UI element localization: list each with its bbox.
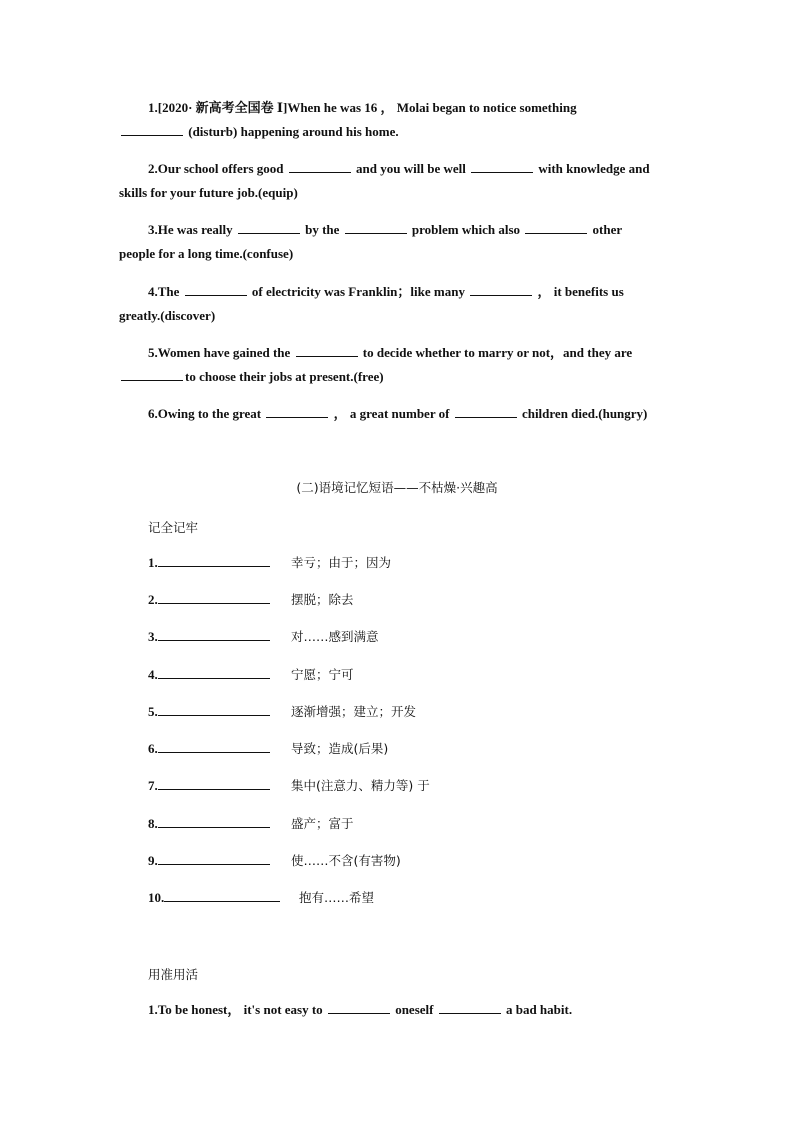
phrase-number: 3. (148, 629, 158, 644)
question-text: 5.Women have gained the (148, 345, 294, 360)
question-text: 2.Our school offers good (148, 161, 287, 176)
question-4 (119, 280, 675, 328)
phrase-number: 9. (148, 853, 158, 868)
answer-blank[interactable] (439, 1001, 501, 1014)
answer-blank[interactable] (158, 627, 270, 641)
answer-blank[interactable] (455, 405, 517, 418)
phrase-meaning: 导致；造成(后果) (291, 741, 389, 756)
answer-blank[interactable] (164, 888, 280, 902)
section-title: (二)语境记忆短语——不枯燥·兴趣高 (296, 480, 498, 495)
question-line (119, 218, 675, 242)
usage-text: 1.To be honest， it's not easy to (148, 1002, 326, 1017)
phrase-item (148, 776, 430, 796)
question-line (119, 365, 675, 389)
phrase-meaning: 对……感到满意 (291, 629, 379, 644)
question-1 (119, 96, 675, 144)
question-line (119, 341, 675, 365)
phrase-number: 10. (148, 890, 165, 905)
phrase-meaning: 集中(注意力、精力等) 于 (291, 778, 430, 793)
question-text: to decide whether to marry or not，and they are (359, 345, 633, 360)
question-text: 6.Owing to the great (148, 406, 265, 421)
usage-text: a bad habit. (502, 1002, 573, 1017)
question-line (119, 157, 675, 181)
phrase-meaning: 逐渐增强；建立；开发 (291, 704, 417, 719)
phrase-item (148, 739, 389, 759)
question-line (119, 304, 675, 328)
answer-blank[interactable] (328, 1001, 390, 1014)
phrase-number: 6. (148, 741, 158, 756)
memorize-heading: 记全记牢 (148, 520, 199, 535)
phrase-item (148, 665, 354, 685)
question-text: of electricity was Franklin；like many (248, 284, 469, 299)
question-text: people for a long time.(confuse) (119, 246, 294, 261)
question-text: and you will be well (352, 161, 470, 176)
answer-blank[interactable] (158, 851, 270, 865)
phrase-item (148, 851, 401, 871)
question-text: children died.(hungry) (518, 406, 648, 421)
answer-blank[interactable] (185, 283, 247, 296)
question-text: (disturb) happening around his home. (185, 124, 399, 139)
answer-blank[interactable] (345, 221, 407, 234)
question-text: 1.[2020· 新高考全国卷 Ⅰ]When he was 16 ， Molai began to notice something (148, 100, 577, 115)
answer-blank[interactable] (238, 221, 300, 234)
question-line (119, 96, 675, 120)
answer-blank[interactable] (471, 160, 533, 173)
answer-blank[interactable] (121, 368, 183, 381)
answer-blank[interactable] (158, 776, 270, 790)
phrase-item (148, 702, 417, 722)
phrase-item (148, 553, 392, 573)
answer-blank[interactable] (121, 123, 183, 136)
answer-blank[interactable] (158, 590, 270, 604)
question-line (119, 181, 675, 205)
question-text: with knowledge and (535, 161, 650, 176)
phrase-item (148, 590, 354, 610)
usage-text: oneself (391, 1002, 437, 1017)
phrase-number: 4. (148, 667, 158, 682)
question-text: to choose their jobs at present.(free) (185, 369, 384, 384)
question-5 (119, 341, 675, 389)
question-6 (119, 402, 675, 426)
question-text: by the (301, 222, 343, 237)
phrase-meaning: 盛产；富于 (291, 816, 354, 831)
usage-line (119, 998, 675, 1022)
question-text: ， it benefits us (534, 284, 624, 299)
question-text: problem which also (408, 222, 524, 237)
phrase-item (148, 888, 375, 908)
phrase-number: 5. (148, 704, 158, 719)
answer-blank[interactable] (289, 160, 351, 173)
phrase-number: 2. (148, 592, 158, 607)
question-text: greatly.(discover) (119, 308, 216, 323)
answer-blank[interactable] (158, 553, 270, 567)
answer-blank[interactable] (470, 283, 532, 296)
phrase-meaning: 宁愿；宁可 (291, 667, 354, 682)
question-3 (119, 218, 675, 266)
question-text: ， a great number of (330, 406, 453, 421)
question-text: 4.The (148, 284, 183, 299)
answer-blank[interactable] (525, 221, 587, 234)
usage-heading: 用准用活 (148, 967, 199, 982)
answer-blank[interactable] (266, 405, 328, 418)
question-2 (119, 157, 675, 205)
phrase-item (148, 627, 379, 647)
phrase-number: 1. (148, 555, 158, 570)
question-text: skills for your future job.(equip) (119, 185, 298, 200)
question-text: other (589, 222, 623, 237)
answer-blank[interactable] (158, 739, 270, 753)
phrase-meaning: 幸亏；由于；因为 (291, 555, 392, 570)
phrase-item (148, 814, 354, 834)
answer-blank[interactable] (158, 814, 270, 828)
phrase-meaning: 抱有……希望 (299, 890, 375, 905)
phrase-meaning: 摆脱；除去 (291, 592, 354, 607)
answer-blank[interactable] (158, 702, 270, 716)
answer-blank[interactable] (296, 344, 358, 357)
question-text: 3.He was really (148, 222, 236, 237)
usage-question-1 (119, 998, 675, 1022)
answer-blank[interactable] (158, 665, 270, 679)
question-line (119, 280, 675, 304)
question-line (119, 402, 675, 426)
phrase-meaning: 使……不含(有害物) (291, 853, 401, 868)
phrase-number: 7. (148, 778, 158, 793)
phrase-number: 8. (148, 816, 158, 831)
question-line (119, 120, 675, 144)
question-line (119, 242, 675, 266)
